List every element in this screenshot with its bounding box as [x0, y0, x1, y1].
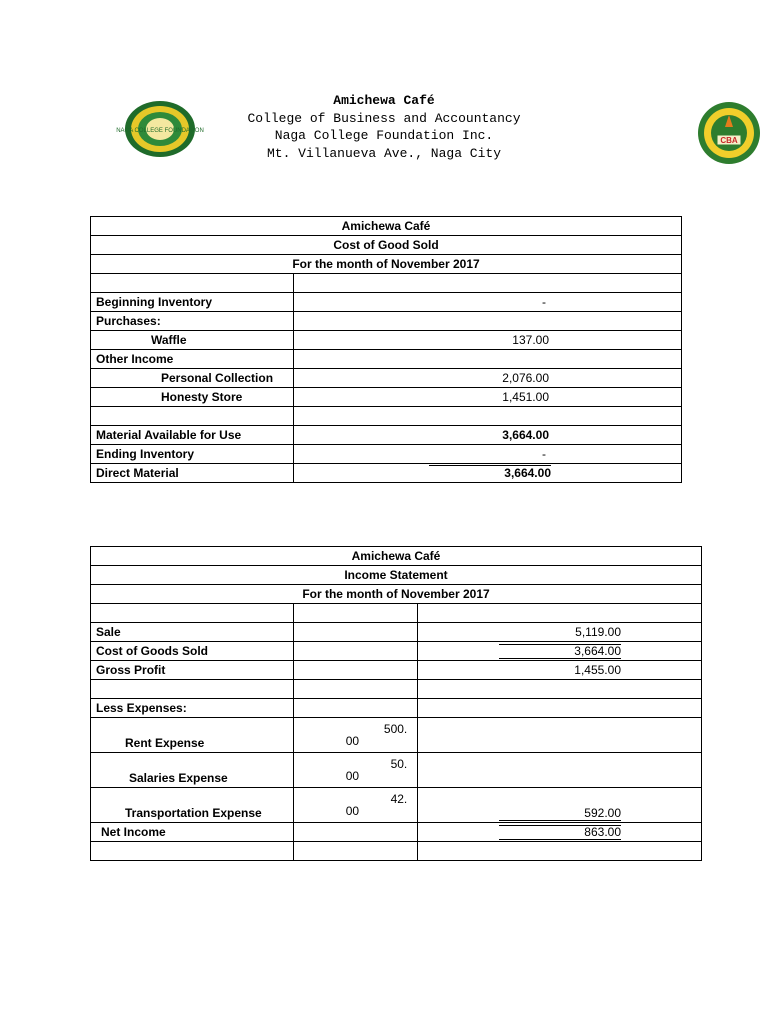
document-header — [0, 92, 768, 162]
table-row — [91, 369, 682, 388]
honesty-store-value: 1,451.00 — [293, 388, 681, 407]
college-seal-logo — [116, 100, 204, 158]
salaries-amount-bottom: 00 — [345, 769, 360, 783]
salaries-expense-label: Salaries Expense — [91, 753, 294, 788]
net-income-label: Net Income — [91, 823, 294, 842]
table-row — [91, 274, 682, 293]
gross-profit-value: 1,455.00 — [418, 661, 702, 680]
rent-expense-amount — [293, 718, 418, 753]
cba-text: CBA — [720, 136, 738, 145]
table-row — [91, 445, 682, 464]
cost-of-goods-sold-value: 3,664.00 — [499, 644, 621, 659]
material-available-label: Material Available for Use — [91, 426, 294, 445]
table-row — [91, 426, 682, 445]
cba-gear-logo — [697, 101, 761, 165]
sale-label: Sale — [91, 623, 294, 642]
salaries-amount-top: 50. — [390, 757, 408, 771]
cost-of-goods-sold-label: Cost of Goods Sold — [91, 642, 294, 661]
total-expenses-value: 592.00 — [499, 806, 621, 821]
table-row — [91, 623, 702, 642]
income-period: For the month of November 2017 — [91, 585, 702, 604]
honesty-store-label: Honesty Store — [91, 388, 294, 407]
table-row — [91, 842, 702, 861]
income-title: Amichewa Café — [91, 547, 702, 566]
cogs-table — [90, 216, 682, 483]
transportation-amount-bottom: 00 — [345, 804, 360, 818]
salaries-expense-amount — [293, 753, 418, 788]
cogs-title: Amichewa Café — [91, 217, 682, 236]
transportation-expense-amount — [293, 788, 418, 823]
income-subtitle: Income Statement — [91, 566, 702, 585]
less-expenses-label: Less Expenses: — [91, 699, 294, 718]
other-income-label: Other Income — [91, 350, 294, 369]
transportation-expense-label: Transportation Expense — [91, 788, 294, 823]
cogs-period: For the month of November 2017 — [91, 255, 682, 274]
income-statement-table — [90, 546, 702, 861]
personal-collection-value: 2,076.00 — [293, 369, 681, 388]
material-available-value: 3,664.00 — [293, 426, 681, 445]
net-income-value: 863.00 — [499, 825, 621, 840]
table-row — [91, 604, 702, 623]
beginning-inventory-value: - — [293, 293, 681, 312]
table-row — [91, 680, 702, 699]
personal-collection-label: Personal Collection — [91, 369, 294, 388]
cafe-name: Amichewa Café — [333, 93, 435, 108]
table-row — [91, 699, 702, 718]
table-row — [91, 823, 702, 842]
rent-expense-label: Rent Expense — [91, 718, 294, 753]
direct-material-value: 3,664.00 — [429, 465, 551, 480]
college-name: College of Business and Accountancy — [247, 110, 521, 126]
table-row — [91, 407, 682, 426]
rent-amount-bottom: 00 — [345, 734, 360, 748]
table-row — [91, 718, 702, 753]
table-row — [91, 331, 682, 350]
table-row — [91, 753, 702, 788]
table-row — [91, 464, 682, 483]
waffle-value: 137.00 — [293, 331, 681, 350]
transportation-amount-top: 42. — [390, 792, 408, 806]
table-row — [91, 642, 702, 661]
beginning-inventory-label: Beginning Inventory — [91, 293, 294, 312]
table-row — [91, 293, 682, 312]
table-row — [91, 350, 682, 369]
cogs-subtitle: Cost of Good Sold — [91, 236, 682, 255]
table-row — [91, 788, 702, 823]
table-row — [91, 388, 682, 407]
rent-amount-top: 500. — [383, 722, 408, 736]
seal-text: NAGA COLLEGE FOUNDATION — [116, 128, 204, 134]
purchases-label: Purchases: — [91, 312, 294, 331]
direct-material-label: Direct Material — [91, 464, 294, 483]
sale-value: 5,119.00 — [418, 623, 702, 642]
table-row — [91, 661, 702, 680]
ending-inventory-label: Ending Inventory — [91, 445, 294, 464]
foundation-name: Naga College Foundation Inc. — [274, 128, 494, 143]
gross-profit-label: Gross Profit — [91, 661, 294, 680]
address: Mt. Villanueva Ave., Naga City — [266, 145, 502, 161]
ending-inventory-value: - — [293, 445, 681, 464]
table-row — [91, 312, 682, 331]
waffle-label: Waffle — [91, 331, 294, 350]
